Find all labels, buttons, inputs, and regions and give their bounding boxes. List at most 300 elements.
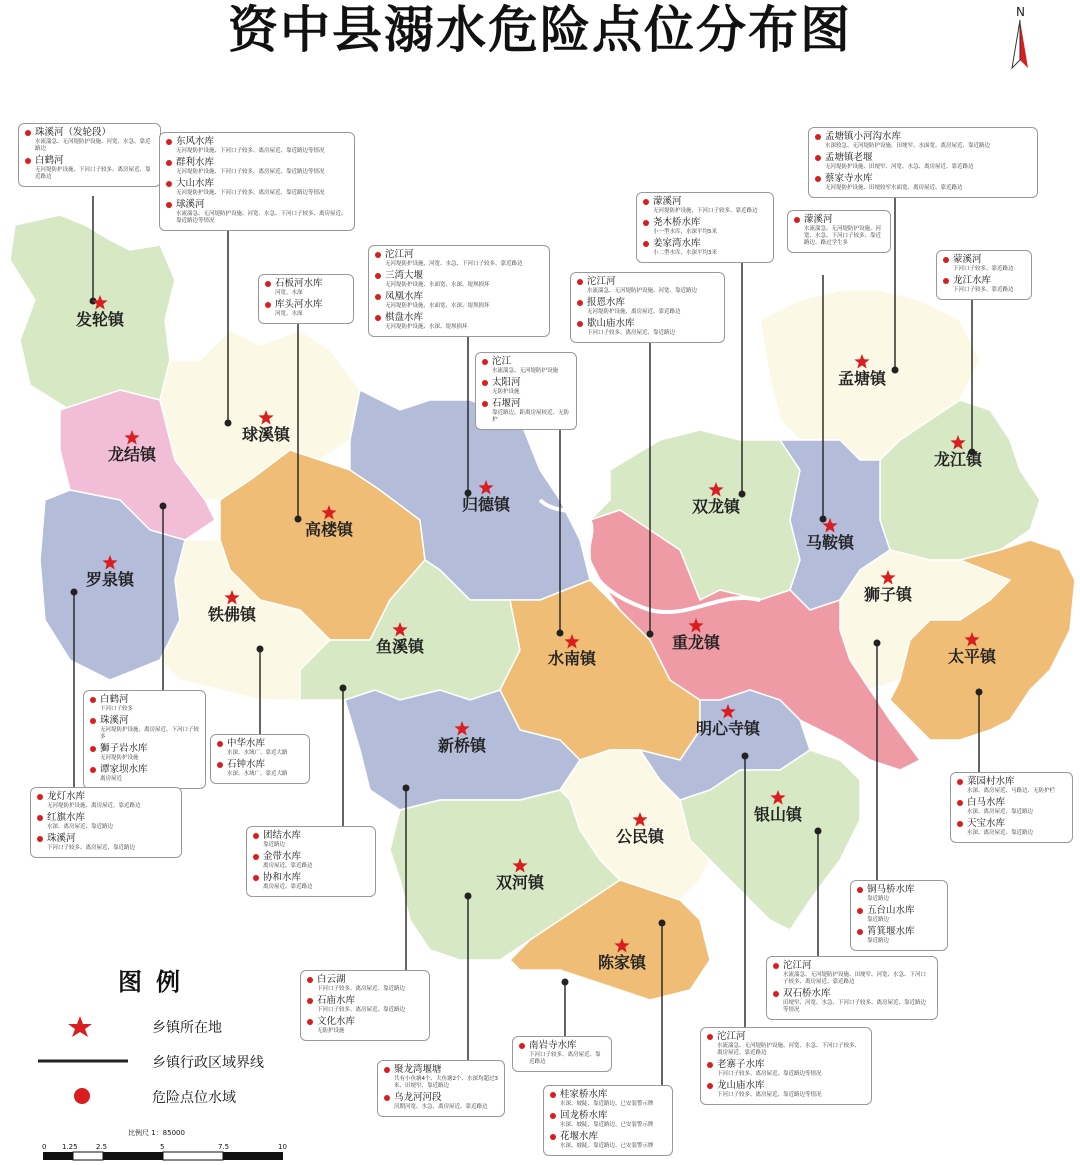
red-dot-icon	[482, 401, 488, 407]
red-dot-icon	[550, 1092, 556, 1098]
town-label: 新桥镇	[437, 736, 487, 755]
town-label: 铁佛镇	[207, 605, 257, 624]
danger-point-marker	[225, 420, 232, 427]
water-body-description: 靠近路边	[867, 917, 890, 923]
water-body-name: 红旗水库	[47, 812, 86, 823]
water-body-description: 无河堤防护设施、离房屋近、靠近路边	[587, 309, 681, 315]
callout-item	[253, 851, 369, 870]
water-body-name: 白云湖	[317, 974, 346, 985]
water-body-name: 濛溪河	[804, 214, 833, 225]
water-body-name: 蔡家寺水库	[825, 173, 873, 184]
red-dot-icon	[166, 181, 172, 187]
water-body-name: 蒙溪河	[953, 254, 982, 265]
water-body-name: 沱江河	[587, 276, 616, 287]
danger-point-marker	[403, 785, 410, 792]
red-dot-icon	[37, 815, 43, 821]
callout-item	[519, 1040, 605, 1066]
water-body-description: 无防护设施	[317, 1028, 345, 1034]
callout-item	[375, 291, 543, 310]
water-body-description: 水深、离房屋近、靠近路边	[47, 824, 114, 830]
water-body-name: 五台山水库	[867, 905, 915, 916]
callout-item	[707, 1031, 865, 1057]
water-body-description: 共有小鱼塘4个、大鱼塘2个、水深均超过3米、田埂窄、靠近路边	[394, 1076, 498, 1089]
water-body-description: 水流湍急、无河堤防护设施、河宽、水急、下河口子较多、靠近路边、路过学生多	[804, 226, 882, 246]
water-body-name: 石板河水库	[275, 278, 323, 289]
callout-box	[700, 1027, 872, 1105]
callout-item	[773, 960, 931, 986]
callout-item	[25, 127, 154, 153]
callout-item	[166, 178, 348, 197]
red-dot-icon	[794, 217, 800, 223]
water-body-description: 下河口子较多、离房屋近、靠近路边	[529, 1052, 601, 1065]
callout-item	[815, 173, 1031, 192]
red-dot-icon	[375, 294, 381, 300]
water-body-description: 水深、离房屋近、靠近路边	[967, 809, 1034, 815]
water-body-name: 回龙桥水库	[560, 1110, 608, 1121]
callout-item	[577, 276, 718, 295]
water-body-description: 靠近路边	[263, 842, 286, 848]
town-label: 银山镇	[753, 805, 803, 824]
water-body-description: 无河堤防护设施、下河口子较多、离房屋近、靠近路边	[35, 167, 151, 180]
callout-item	[482, 377, 570, 396]
water-body-description: 下河口子较多、离房屋近、靠近路边	[317, 986, 406, 992]
callout-item	[37, 833, 175, 852]
callout-item	[577, 297, 718, 316]
red-dot-icon	[166, 139, 172, 145]
red-dot-icon	[643, 199, 649, 205]
water-body-name: 南岩寺水库	[529, 1040, 577, 1051]
callout-item	[707, 1080, 865, 1099]
red-dot-icon	[265, 302, 271, 308]
water-body-description: 下河口子较多、靠近路边	[953, 266, 1014, 272]
red-dot-icon	[37, 836, 43, 842]
scale-tick: 2.5	[96, 1143, 108, 1151]
callout-item	[957, 797, 1066, 816]
water-body-name: 天宝水库	[967, 818, 1006, 829]
water-body-name: 谭家坝水库	[100, 764, 148, 775]
water-body-name: 獅子岩水库	[100, 743, 148, 754]
red-dot-icon	[90, 767, 96, 773]
water-body-description: 下河口子较多、离房屋近、靠近路边	[317, 1007, 406, 1013]
water-body-name: 桂家桥水库	[560, 1089, 608, 1100]
legend-label: 乡镇所在地	[152, 1020, 222, 1036]
town-label: 双龙镇	[691, 497, 741, 516]
water-body-name: 石堰河	[492, 398, 521, 409]
water-body-description: 下河口子较多	[100, 706, 134, 712]
water-body-description: 田埂窄、河宽、水急、下河口子较多、离房屋近、靠近路边等情况	[783, 1000, 927, 1013]
water-body-description: 无河堤防护设施、河宽、水急、下河口子较多、靠近路边	[385, 261, 523, 267]
water-body-name: 中华水库	[227, 738, 266, 749]
callout-box	[570, 272, 725, 343]
callout-box	[766, 956, 938, 1020]
red-dot-icon	[90, 746, 96, 752]
water-body-description: 下河口子较多、靠近路边	[953, 287, 1014, 293]
red-dot-icon	[253, 854, 259, 860]
scale-tick: 1.25	[62, 1143, 78, 1151]
water-body-name: 团结水库	[263, 830, 302, 841]
callout-box	[368, 245, 550, 337]
water-body-name: 尧木桥水库	[653, 217, 701, 228]
legend-label: 危险点位水域	[152, 1090, 236, 1106]
water-body-name: 姜家湾水库	[653, 238, 701, 249]
red-dot-icon	[707, 1083, 713, 1089]
red-dot-icon	[577, 321, 583, 327]
danger-point-marker	[820, 516, 827, 523]
callout-item	[375, 270, 543, 289]
water-body-name: 珠溪河（发轮段）	[35, 127, 112, 138]
red-dot-icon	[773, 991, 779, 997]
callout-item	[482, 398, 570, 424]
scale-bar-graphic	[40, 1150, 290, 1162]
callout-item	[375, 312, 543, 331]
red-dot-icon	[166, 160, 172, 166]
water-body-description: 水流湍急、无河堤防护设施、河宽、水急、靠近路边	[35, 139, 151, 152]
callout-item	[857, 884, 941, 903]
danger-point-marker	[659, 920, 666, 927]
water-body-name: 石庙水库	[317, 995, 356, 1006]
water-body-description: 靠近路边、距离房屋较近、无防护	[492, 410, 570, 423]
town-label: 马鞍镇	[805, 533, 855, 552]
water-body-name: 老寨子水库	[717, 1059, 765, 1070]
red-dot-icon	[265, 281, 271, 287]
water-body-description: 水深、水域广、靠近大路	[227, 750, 288, 756]
red-dot-icon	[375, 315, 381, 321]
red-dot-icon	[384, 1067, 390, 1073]
callout-item	[253, 830, 369, 849]
water-body-name: 石钟水库	[227, 759, 266, 770]
red-dot-icon	[482, 380, 488, 386]
water-body-description: 下河口子较多、离房屋近、靠近路边等情况	[717, 1071, 822, 1077]
water-body-name: 沱江河	[717, 1031, 746, 1042]
callout-box	[246, 826, 376, 897]
callout-item	[166, 199, 348, 225]
callout-item	[857, 905, 941, 924]
callout-item	[90, 764, 199, 783]
water-body-description: 河宽、水深	[275, 311, 303, 317]
callout-item	[384, 1064, 498, 1090]
town-label: 龙结镇	[107, 445, 157, 464]
water-body-description: 水深、离房屋近、靠近路边	[967, 830, 1034, 836]
scale-tick: 10	[278, 1143, 287, 1151]
red-dot-icon	[957, 821, 963, 827]
water-body-description: 下河口子较多、离房屋近、靠近路边	[47, 845, 136, 851]
callout-item	[37, 791, 175, 810]
danger-point-marker	[976, 689, 983, 696]
callout-box	[377, 1060, 505, 1117]
north-label: N	[1016, 5, 1025, 19]
red-dot-icon	[217, 762, 223, 768]
water-body-description: 水深、坡陡、靠近路边、已安装警示牌	[560, 1143, 654, 1149]
callout-box	[83, 690, 206, 789]
callout-item	[482, 356, 570, 375]
danger-point-marker	[557, 630, 564, 637]
callout-box	[159, 132, 355, 231]
red-dot-icon	[217, 741, 223, 747]
water-body-description: 汛期河宽、水急、离房屋近、靠近路边	[394, 1104, 488, 1110]
red-star-icon	[30, 1014, 130, 1038]
water-body-name: 珠溪河	[100, 715, 129, 726]
callout-box	[808, 127, 1038, 198]
callout-box	[258, 274, 354, 324]
water-body-description: 水流湍急、无河堤防护设施	[492, 368, 559, 374]
legend-row-danger	[30, 1084, 360, 1108]
red-dot-icon	[550, 1113, 556, 1119]
callout-item	[217, 738, 303, 757]
callout-item	[253, 872, 369, 891]
red-dot-icon	[957, 779, 963, 785]
water-body-description: 水深、坡陡、靠近路边、已安装警示牌	[560, 1122, 654, 1128]
water-body-name: 花堰水库	[560, 1131, 599, 1142]
danger-point-marker	[815, 828, 822, 835]
water-body-name: 龙灯水库	[47, 791, 86, 802]
callout-item	[643, 196, 767, 215]
red-dot-icon	[815, 134, 821, 140]
water-body-name: 东风水库	[176, 136, 215, 147]
callout-item	[384, 1092, 498, 1111]
callout-item	[707, 1059, 865, 1078]
water-body-description: 离房屋近、靠近路边	[263, 884, 313, 890]
red-dot-icon	[815, 176, 821, 182]
red-dot-icon	[30, 1084, 130, 1108]
town-label: 双河镇	[495, 873, 545, 892]
water-body-name: 沱江河	[783, 960, 812, 971]
town-label: 鱼溪镇	[375, 637, 425, 656]
town-label: 水南镇	[547, 649, 597, 668]
red-dot-icon	[90, 718, 96, 724]
town-label: 公民镇	[615, 827, 665, 846]
danger-point-marker	[562, 979, 569, 986]
callout-item	[957, 818, 1066, 837]
water-body-description: 无防护设施	[492, 389, 520, 395]
water-body-description: 无河堤防护设施、水深、堤坝损坏	[385, 324, 468, 330]
water-body-name: 文化水库	[317, 1016, 356, 1027]
water-body-name: 太阳河	[492, 377, 521, 388]
callout-item	[577, 318, 718, 337]
water-body-name: 龙江水库	[953, 275, 992, 286]
water-body-name: 棋盘水库	[385, 312, 424, 323]
red-dot-icon	[90, 697, 96, 703]
water-body-description: 靠近路边	[867, 896, 890, 902]
red-dot-icon	[943, 278, 949, 284]
red-dot-icon	[25, 130, 31, 136]
callout-item	[265, 299, 347, 318]
red-dot-icon	[519, 1043, 525, 1049]
red-dot-icon	[857, 887, 863, 893]
callout-box	[950, 772, 1073, 843]
callout-item	[815, 152, 1031, 171]
red-dot-icon	[25, 158, 31, 164]
water-body-description: 无河堤防护设施、下河口子较多、离房屋近、靠近路边等情况	[176, 190, 325, 196]
water-body-name: 聚龙湾堰塘	[394, 1064, 442, 1075]
water-body-name: 孟塘镇老堰	[825, 152, 873, 163]
scale-tick: 7.5	[218, 1143, 230, 1151]
water-body-description: 无河堤防护设施、离房屋近、下河口子较多	[100, 727, 200, 740]
town-label: 高楼镇	[304, 520, 354, 539]
red-dot-icon	[577, 300, 583, 306]
water-body-description: 水深较急、无河堤防护设施、田埂窄、水面宽、离房屋近、靠近路边	[825, 143, 991, 149]
town-label: 太平镇	[947, 647, 997, 666]
callout-item	[375, 249, 543, 268]
water-body-name: 库头河水库	[275, 299, 323, 310]
water-body-name: 白马水库	[967, 797, 1006, 808]
water-body-name: 歇山庙水库	[587, 318, 635, 329]
red-dot-icon	[857, 929, 863, 935]
danger-point-marker	[160, 503, 167, 510]
callout-item	[943, 254, 1025, 273]
water-body-description: 无河堤防护设施、水面宽、水深、堤坝损坏	[385, 303, 490, 309]
danger-point-marker	[742, 753, 749, 760]
water-body-name: 铜马桥水库	[867, 884, 915, 895]
water-body-name: 三湾大堰	[385, 270, 424, 281]
red-dot-icon	[253, 833, 259, 839]
red-dot-icon	[166, 202, 172, 208]
red-dot-icon	[943, 257, 949, 263]
callout-item	[794, 214, 884, 247]
red-dot-icon	[253, 875, 259, 881]
red-dot-icon	[773, 963, 779, 969]
water-body-description: 无河堤防护设施	[100, 755, 139, 761]
callout-box	[475, 352, 577, 430]
callout-item	[90, 694, 199, 713]
red-dot-icon	[643, 241, 649, 247]
callout-item	[773, 988, 931, 1014]
water-body-name: 双石桥水库	[783, 988, 831, 999]
danger-point-marker	[295, 516, 302, 523]
red-dot-icon	[577, 279, 583, 285]
callout-box	[210, 734, 310, 784]
water-body-name: 珠溪河	[47, 833, 76, 844]
callout-item	[643, 217, 767, 236]
boundary-line-icon	[30, 1049, 130, 1073]
water-body-name: 白鹤河	[35, 155, 64, 166]
water-body-name: 濛溪河	[653, 196, 682, 207]
water-body-description: 水流湍急、无河堤防护设施、河宽、靠近路边	[587, 288, 698, 294]
town-label: 罗泉镇	[85, 570, 135, 589]
legend	[30, 962, 360, 1106]
callout-item	[166, 136, 348, 155]
water-body-name: 群利水库	[176, 157, 215, 168]
water-body-name: 球溪河	[176, 199, 205, 210]
red-dot-icon	[707, 1034, 713, 1040]
water-body-description: 无河堤防护设施、离房屋近、靠近路边	[47, 803, 141, 809]
red-dot-icon	[37, 794, 43, 800]
danger-point-marker	[647, 631, 654, 638]
callout-box	[936, 250, 1032, 300]
danger-point-marker	[892, 367, 899, 374]
water-body-name: 大山水库	[176, 178, 215, 189]
danger-point-marker	[465, 893, 472, 900]
callout-box	[512, 1036, 612, 1072]
town-label: 陈家镇	[597, 953, 647, 972]
red-dot-icon	[643, 220, 649, 226]
red-dot-icon	[375, 252, 381, 258]
water-body-name: 协和水库	[263, 872, 302, 883]
callout-item	[943, 275, 1025, 294]
legend-title: 图例	[118, 968, 194, 996]
water-body-description: 下河口子较多、离房屋近、靠近路边等情况	[717, 1092, 822, 1098]
town-label: 龙江镇	[933, 450, 983, 469]
water-body-description: 下河口子较多、离房屋近、靠近路边	[587, 330, 676, 336]
callout-box	[850, 880, 948, 951]
water-body-description: 靠近路边	[867, 938, 890, 944]
water-body-name: 沱江	[492, 356, 512, 367]
callout-item	[643, 238, 767, 257]
scale-tick: 0	[42, 1143, 47, 1151]
town-label: 发轮镇	[75, 310, 125, 329]
water-body-description: 无河堤防护设施、下河口子较多、靠近路边	[653, 208, 758, 214]
water-body-description: 小一型水库，水深平均5米	[653, 229, 718, 235]
red-dot-icon	[957, 800, 963, 806]
town-label: 球溪镇	[241, 425, 291, 444]
scale-tick: 5	[160, 1143, 165, 1151]
water-body-description: 离房屋近、靠近路边	[263, 863, 313, 869]
town-label: 狮子镇	[863, 585, 913, 604]
callout-box	[636, 192, 774, 263]
water-body-description: 无河堤防护设施、下河口子较多、离房屋近、靠近路边等情况	[176, 169, 325, 175]
town-label: 重龙镇	[671, 633, 721, 652]
water-body-name: 龙山庙水库	[717, 1080, 765, 1091]
red-dot-icon	[707, 1062, 713, 1068]
water-body-description: 无河堤防护设施、田埂窄、河宽、水急、离房屋近、靠近路边	[825, 164, 974, 170]
callout-item	[90, 743, 199, 762]
water-body-description: 无河堤防护设施、水面宽、水深、堤坝损坏	[385, 282, 490, 288]
callout-item	[166, 157, 348, 176]
water-body-name: 菜园村水库	[967, 776, 1015, 787]
water-body-description: 无河堤防护设施、下河口子较多、离房屋近、靠近路边等情况	[176, 148, 325, 154]
water-body-name: 报恩水库	[587, 297, 626, 308]
water-body-name: 孟塘镇小河沟水库	[825, 131, 902, 142]
callout-item	[25, 155, 154, 181]
water-body-name: 乌龙河河段	[394, 1092, 442, 1103]
danger-point-marker	[257, 646, 264, 653]
water-body-name: 沱江河	[385, 249, 414, 260]
north-arrow-icon	[995, 2, 1045, 76]
water-body-description: 水深、水域广、靠近大路	[227, 771, 288, 777]
callout-item	[550, 1110, 666, 1129]
legend-row-boundary	[30, 1049, 360, 1073]
water-body-name: 筲箕堰水库	[867, 926, 915, 937]
callout-item	[857, 926, 941, 945]
water-body-description: 离房屋近	[100, 776, 123, 782]
water-body-description: 水深、坡陡、靠近路边、已安装警示牌	[560, 1101, 654, 1107]
callout-item	[217, 759, 303, 778]
water-body-description: 河宽、水深	[275, 290, 303, 296]
water-body-description: 水流湍急、无河堤防护设施、田埂窄、河宽、水急、下河口子较多、离房屋近、靠近路边	[783, 972, 927, 985]
town-label: 明心寺镇	[695, 719, 761, 738]
callout-item	[815, 131, 1031, 150]
water-body-description: 小二型水库，水深平均3米	[653, 250, 718, 256]
water-body-description: 水流湍急、无河堤防护设施、河宽、水急、下河口子较多、离房屋近、靠近路边等情况	[176, 211, 347, 224]
scale-bar	[40, 1128, 290, 1164]
callout-item	[550, 1131, 666, 1150]
callout-box	[787, 210, 891, 253]
red-dot-icon	[384, 1095, 390, 1101]
town-label: 孟塘镇	[837, 369, 887, 388]
callout-item	[550, 1089, 666, 1108]
town-label: 归德镇	[461, 495, 511, 514]
map-title: 资中县溺水危险点位分布图	[228, 1, 852, 59]
water-body-description: 水流湍急、无河堤防护设施、河宽、水急、下河口子较多、离房屋近、靠近路边	[717, 1043, 861, 1056]
callout-box	[30, 787, 182, 858]
danger-point-marker	[340, 685, 347, 692]
callout-item	[37, 812, 175, 831]
red-dot-icon	[815, 155, 821, 161]
callout-item	[90, 715, 199, 741]
water-body-name: 金带水库	[263, 851, 302, 862]
water-body-description: 无河堤防护设施、田埂较窄水面宽、离房屋近、靠近路边	[825, 185, 963, 191]
legend-label: 乡镇行政区域界线	[152, 1055, 264, 1071]
red-dot-icon	[482, 359, 488, 365]
